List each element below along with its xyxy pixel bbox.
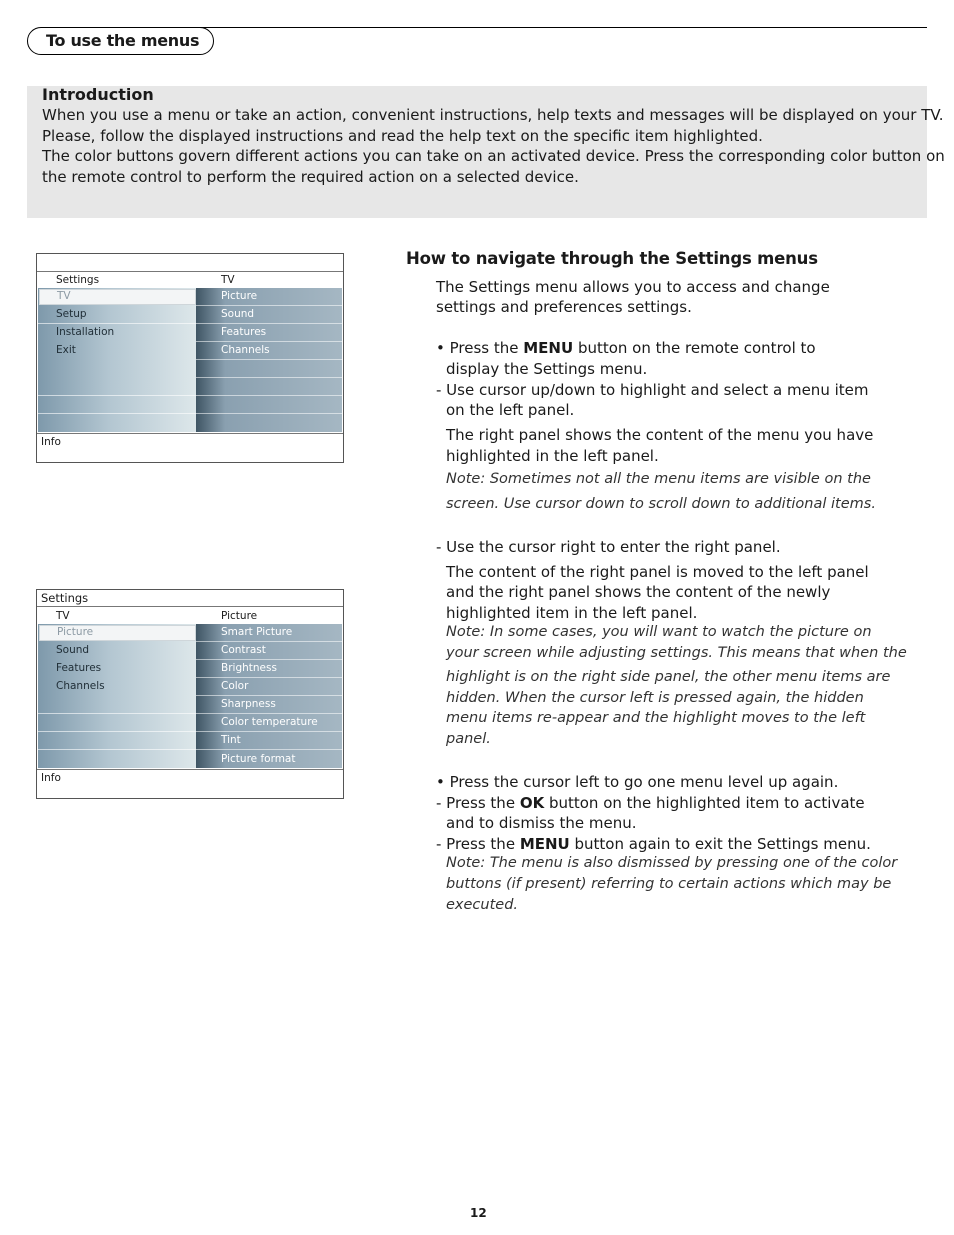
menu-title-bar <box>37 254 343 272</box>
menu-item-label: Setup <box>56 308 87 320</box>
note-text: Note: In some cases, you will want to watch the picture on <box>446 624 872 640</box>
nav-intro-line: The Settings menu allows you to access and change <box>436 278 830 296</box>
menu-item <box>38 324 196 342</box>
step-text: display the Settings menu. <box>446 360 648 378</box>
ok-key-label: OK <box>519 794 545 812</box>
note-text: screen. Use cursor down to scroll down to additional items. <box>446 496 876 512</box>
menu-item-label: Color <box>221 680 249 692</box>
navigation-heading: How to navigate through the Settings menus <box>406 249 818 268</box>
menu-item-label: Channels <box>221 344 270 356</box>
introduction-heading: Introduction <box>42 85 154 104</box>
info-label: Info <box>41 436 61 448</box>
step-text: The right panel shows the content of the menu you have <box>446 426 874 444</box>
menu-row-empty <box>38 714 196 732</box>
menu-item <box>196 624 342 642</box>
right-panel <box>196 288 342 432</box>
step-text: - Press the <box>436 794 520 812</box>
menu-item-label: Sharpness <box>221 698 276 710</box>
step-text: highlighted item in the left panel. <box>446 604 698 622</box>
menu-row-empty <box>38 396 196 414</box>
note-text: hidden. When the cursor left is pressed again, the hidden <box>446 690 864 706</box>
menu-row-empty <box>38 378 196 396</box>
menu-item-label: Installation <box>56 326 115 338</box>
menu-item <box>196 696 342 714</box>
step-press-menu-exit <box>436 834 871 855</box>
menu-item <box>196 714 342 732</box>
step-text: button again to exit the Settings menu. <box>569 835 871 853</box>
menu-item <box>38 678 196 696</box>
menu-item-label: Picture <box>57 626 94 638</box>
menu-item <box>196 732 342 750</box>
menu-item-label: Channels <box>56 680 105 692</box>
menu-item <box>196 678 342 696</box>
menu-item-label: Sound <box>221 308 255 320</box>
step-text: • Press the <box>436 339 524 357</box>
note-text: panel. <box>446 731 491 747</box>
step-text: - Press the <box>436 835 520 853</box>
note-text: highlight is on the right side panel, the other menu items are <box>446 669 891 685</box>
title-divider <box>37 606 343 607</box>
menu-item-label: Picture format <box>221 753 296 765</box>
note-text: your screen while adjusting settings. This means that when the <box>446 645 907 661</box>
menu-item-label: Color temperature <box>221 716 318 728</box>
menu-item <box>196 288 342 306</box>
settings-menu-illustration-1 <box>36 253 344 463</box>
menu-item-label: Features <box>56 662 102 674</box>
note-text: Note: The menu is also dismissed by pressing one of the color <box>446 855 898 871</box>
info-divider <box>37 769 343 770</box>
menu-item <box>196 306 342 324</box>
menu-row-empty <box>196 396 342 414</box>
menu-item <box>38 306 196 324</box>
step-text: button on the remote control to <box>573 339 816 357</box>
step-text: button on the highlighted item to activate <box>544 794 865 812</box>
menu-item-label: Contrast <box>221 644 266 656</box>
menu-item-label: Smart Picture <box>221 626 293 638</box>
step-cursor-right: - Use the cursor right to enter the right panel. <box>436 538 781 556</box>
menu-item <box>196 750 342 768</box>
menu-row-empty <box>38 732 196 750</box>
menu-item <box>196 342 342 360</box>
step-text: and to dismiss the menu. <box>446 814 637 832</box>
menu-row-empty <box>38 696 196 714</box>
step-text: and the right panel shows the content of the newly <box>446 583 831 601</box>
left-panel-header: TV <box>56 610 70 622</box>
info-label: Info <box>41 772 61 784</box>
step-press-menu <box>436 338 816 359</box>
note-text: Note: Sometimes not all the menu items are visible on the <box>446 471 871 487</box>
step-text: highlighted in the left panel. <box>446 447 659 465</box>
step-press-ok <box>436 793 865 814</box>
section-title: To use the menus <box>46 31 200 50</box>
intro-line: Please, follow the displayed instructions and read the help text on the specific item highlighted. <box>42 126 763 145</box>
menu-title: Settings <box>41 591 89 605</box>
menu-item-label: TV <box>57 290 71 302</box>
step-cursor-left: • Press the cursor left to go one menu level up again. <box>436 773 839 791</box>
left-panel <box>38 624 196 768</box>
step-cursor-updown: - Use cursor up/down to highlight and select a menu item <box>436 381 869 399</box>
menu-key-label: MENU <box>523 339 574 357</box>
intro-line: The color buttons govern different actions you can take on an activated device. Press the corresponding color button on <box>42 147 945 166</box>
note-text: menu items re-appear and the highlight moves to the left <box>446 710 866 726</box>
menu-item-label: Sound <box>56 644 90 656</box>
menu-item-highlighted <box>39 289 196 305</box>
menu-item <box>38 642 196 660</box>
step-text: The content of the right panel is moved to the left panel <box>446 563 869 581</box>
menu-item-highlighted <box>39 625 196 641</box>
step-text: on the left panel. <box>446 401 575 419</box>
introduction-text <box>42 105 945 188</box>
intro-line: When you use a menu or take an action, convenient instructions, help texts and messages will be displayed on your TV. <box>42 106 944 124</box>
menu-key-label: MENU <box>519 835 570 853</box>
menu-item-label: Brightness <box>221 662 277 674</box>
info-divider <box>37 433 343 434</box>
left-panel-header: Settings <box>56 274 100 286</box>
intro-line: the remote control to perform the required action on a selected device. <box>42 168 579 187</box>
menu-item <box>196 660 342 678</box>
nav-intro-line: settings and preferences settings. <box>436 298 692 316</box>
menu-item-label: Picture <box>221 290 258 302</box>
section-title-tab <box>27 27 214 55</box>
menu-item-label: Exit <box>56 344 76 356</box>
settings-menu-illustration-2 <box>36 589 344 799</box>
note-text: executed. <box>446 897 519 913</box>
menu-item <box>196 324 342 342</box>
menu-row-empty <box>196 378 342 396</box>
header-rule <box>200 27 927 28</box>
menu-item <box>196 642 342 660</box>
page-number: 12 <box>470 1206 487 1220</box>
note-text: buttons (if present) referring to certain actions which may be <box>446 876 892 892</box>
left-panel <box>38 288 196 432</box>
right-panel-header: Picture <box>221 610 258 622</box>
menu-item-label: Tint <box>221 734 241 746</box>
introduction-box <box>27 85 945 218</box>
menu-item <box>38 660 196 678</box>
menu-row-empty <box>196 360 342 378</box>
menu-item <box>38 342 196 360</box>
right-panel-header: TV <box>221 274 235 286</box>
right-panel <box>196 624 342 768</box>
menu-item-label: Features <box>221 326 267 338</box>
